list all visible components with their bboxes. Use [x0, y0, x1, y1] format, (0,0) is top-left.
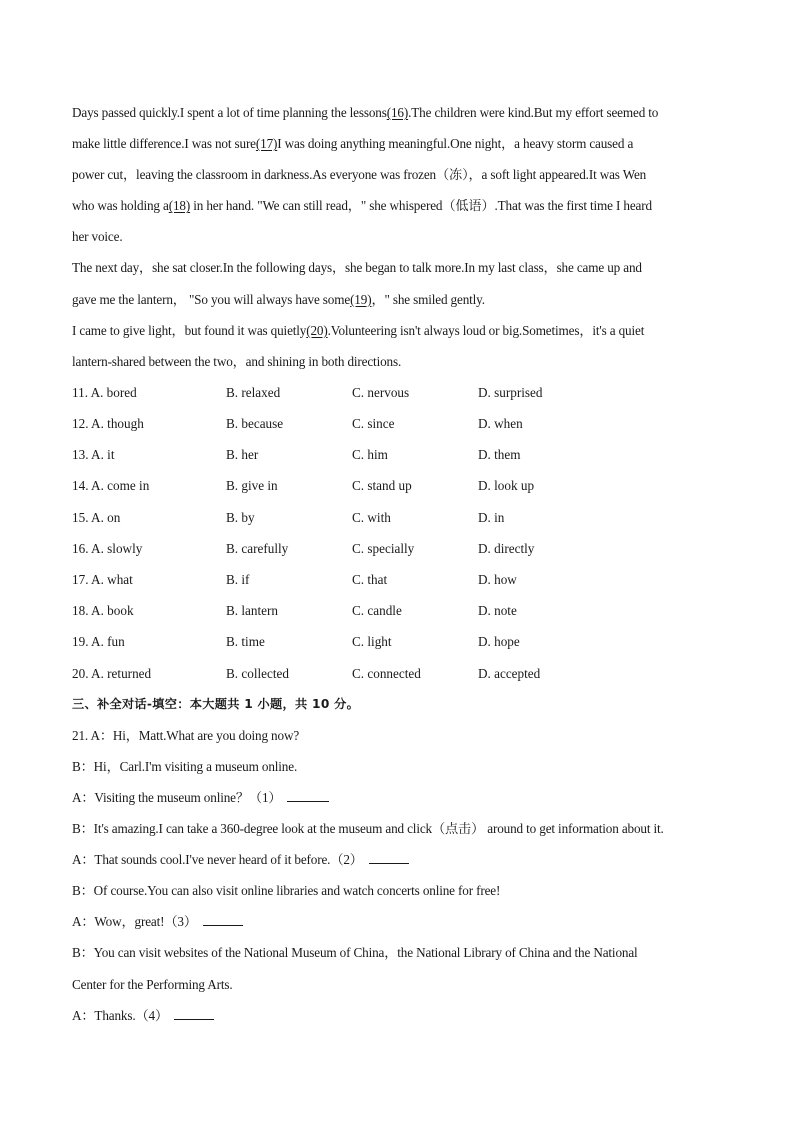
option-a: 16. A. slowly	[72, 540, 143, 556]
passage-text: ，" she smiled gently.	[371, 291, 485, 307]
option-c: C. light	[352, 634, 392, 650]
option-d: D. surprised	[478, 384, 543, 400]
passage-line	[72, 224, 722, 255]
option-c: C. him	[352, 447, 388, 463]
option-a: 19. A. fun	[72, 634, 125, 650]
option-b: B. lantern	[226, 603, 279, 619]
question-options-19	[72, 629, 722, 660]
question-options-11	[72, 380, 722, 411]
passage-text: her voice.	[72, 229, 123, 245]
option-b: B. by	[226, 509, 255, 525]
option-a: 20. A. returned	[72, 665, 152, 681]
passage-text: .Volunteering isn't always loud or big.Sometimes，it's a quiet	[327, 322, 645, 338]
passage-text: .The children were kind.But my effort seemed to	[408, 105, 659, 120]
blank-17: (17)	[255, 136, 278, 152]
dialogue-text: Center for the Performing Arts.	[72, 976, 233, 992]
question-options-15	[72, 505, 722, 536]
passage-line	[72, 100, 722, 131]
option-a: 11. A. bored	[72, 384, 137, 400]
dialogue-text: B：You can visit websites of the National Museum of China，the National Library of China and the National	[72, 945, 638, 961]
answer-blank-1[interactable]	[287, 787, 329, 802]
dialogue-line	[72, 847, 722, 878]
dialogue-line	[72, 972, 722, 1003]
option-a: 13. A. it	[72, 447, 115, 463]
option-a: 14. A. come in	[72, 478, 150, 494]
option-b: B. if	[226, 571, 250, 587]
blank-20: (20)	[306, 322, 328, 338]
dialogue-text: B：Of course.You can also visit online libraries and watch concerts online for free!	[72, 883, 501, 899]
passage-text: Days passed quickly.I spent a lot of time planning the lessons	[72, 105, 387, 120]
question-options-16	[72, 536, 722, 567]
option-b: B. collected	[226, 665, 289, 681]
dialogue-line	[72, 909, 722, 940]
option-d: D. in	[478, 509, 505, 525]
option-d: D. when	[478, 416, 523, 432]
dialogue-line	[72, 816, 722, 847]
passage-line	[72, 255, 722, 286]
option-c: C. since	[352, 416, 395, 432]
option-d: D. look up	[478, 478, 535, 494]
option-c: C. nervous	[352, 384, 410, 400]
blank-16: (16)	[386, 105, 409, 120]
question-options-17	[72, 567, 722, 598]
option-a: 17. A. what	[72, 571, 133, 587]
option-a: 12. A. though	[72, 416, 144, 432]
blank-19: (19)	[350, 291, 372, 307]
option-b: B. carefully	[226, 540, 289, 556]
option-c: C. stand up	[352, 478, 412, 494]
exam-page	[72, 100, 722, 1034]
dialogue-text: A：That sounds cool.I've never heard of it before.（2）	[72, 852, 363, 868]
dialogue-text: A：Thanks.（4）	[72, 1007, 168, 1023]
dialogue-line	[72, 754, 722, 785]
option-b: B. give in	[226, 478, 278, 494]
passage-text: power cut，leaving the classroom in darkness.As everyone was frozen（冻），a soft light appeared.It was Wen	[72, 167, 647, 183]
option-d: D. directly	[478, 540, 535, 556]
dialogue-line	[72, 785, 722, 816]
dialogue-line	[72, 940, 722, 971]
option-d: D. them	[478, 447, 521, 463]
question-options-12	[72, 411, 722, 442]
dialogue-line	[72, 878, 722, 909]
option-c: C. connected	[352, 665, 421, 681]
answer-blank-2[interactable]	[369, 849, 409, 864]
question-options-14	[72, 473, 722, 504]
option-c: C. that	[352, 571, 388, 587]
passage-text: who was holding a	[72, 198, 169, 214]
option-c: C. candle	[352, 603, 402, 619]
passage-text: make little difference.I was not sure	[72, 136, 256, 152]
passage-text: in her hand. "We can still read，" she whispered（低语）.That was the first time I heard	[190, 198, 652, 214]
option-d: D. how	[478, 571, 517, 587]
dialogue-text: A：Visiting the museum online？（1）	[72, 790, 282, 805]
passage-line	[72, 287, 722, 318]
question-options-18	[72, 598, 722, 629]
passage-line	[72, 131, 722, 162]
passage-line	[72, 318, 722, 349]
option-b: B. time	[226, 634, 265, 650]
blank-18: (18)	[168, 198, 191, 214]
passage-text: I was doing anything meaningful.One night，a heavy storm caused a	[277, 136, 634, 152]
option-b: B. her	[226, 447, 259, 463]
question-options-20	[72, 661, 722, 692]
option-c: C. specially	[352, 540, 415, 556]
option-a: 18. A. book	[72, 603, 134, 619]
passage-text: I came to give light，but found it was quietly	[72, 322, 307, 338]
answer-blank-4[interactable]	[174, 1005, 214, 1020]
passage-text: The next day，she sat closer.In the following days，she began to talk more.In my last class，she came up and	[72, 260, 642, 276]
option-c: C. with	[352, 509, 391, 525]
dialogue-line	[72, 1003, 722, 1034]
section-heading: 三、补全对话-填空：本大题共 1 小题，共 10 分。	[72, 696, 360, 711]
dialogue-line	[72, 723, 722, 754]
option-d: D. hope	[478, 634, 520, 650]
dialogue-text: B：Hi，Carl.I'm visiting a museum online.	[72, 758, 298, 774]
dialogue-text: A：Wow，great!（3）	[72, 914, 197, 930]
passage-text: gave me the lantern， "So you will always have some	[72, 291, 351, 307]
passage-text: lantern-shared between the two，and shining in both directions.	[72, 353, 402, 369]
passage-line	[72, 193, 722, 224]
passage-line	[72, 349, 722, 380]
option-d: D. note	[478, 603, 517, 619]
option-b: B. because	[226, 416, 284, 432]
question-options-13	[72, 442, 722, 473]
answer-blank-3[interactable]	[203, 911, 243, 926]
passage-line	[72, 162, 722, 193]
dialogue-text: 21. A：Hi，Matt.What are you doing now?	[72, 727, 300, 743]
option-b: B. relaxed	[226, 384, 281, 400]
option-d: D. accepted	[478, 665, 541, 681]
dialogue-text: B：It's amazing.I can take a 360-degree look at the museum and click（点击） around to get information about it.	[72, 821, 664, 837]
option-a: 15. A. on	[72, 509, 121, 525]
